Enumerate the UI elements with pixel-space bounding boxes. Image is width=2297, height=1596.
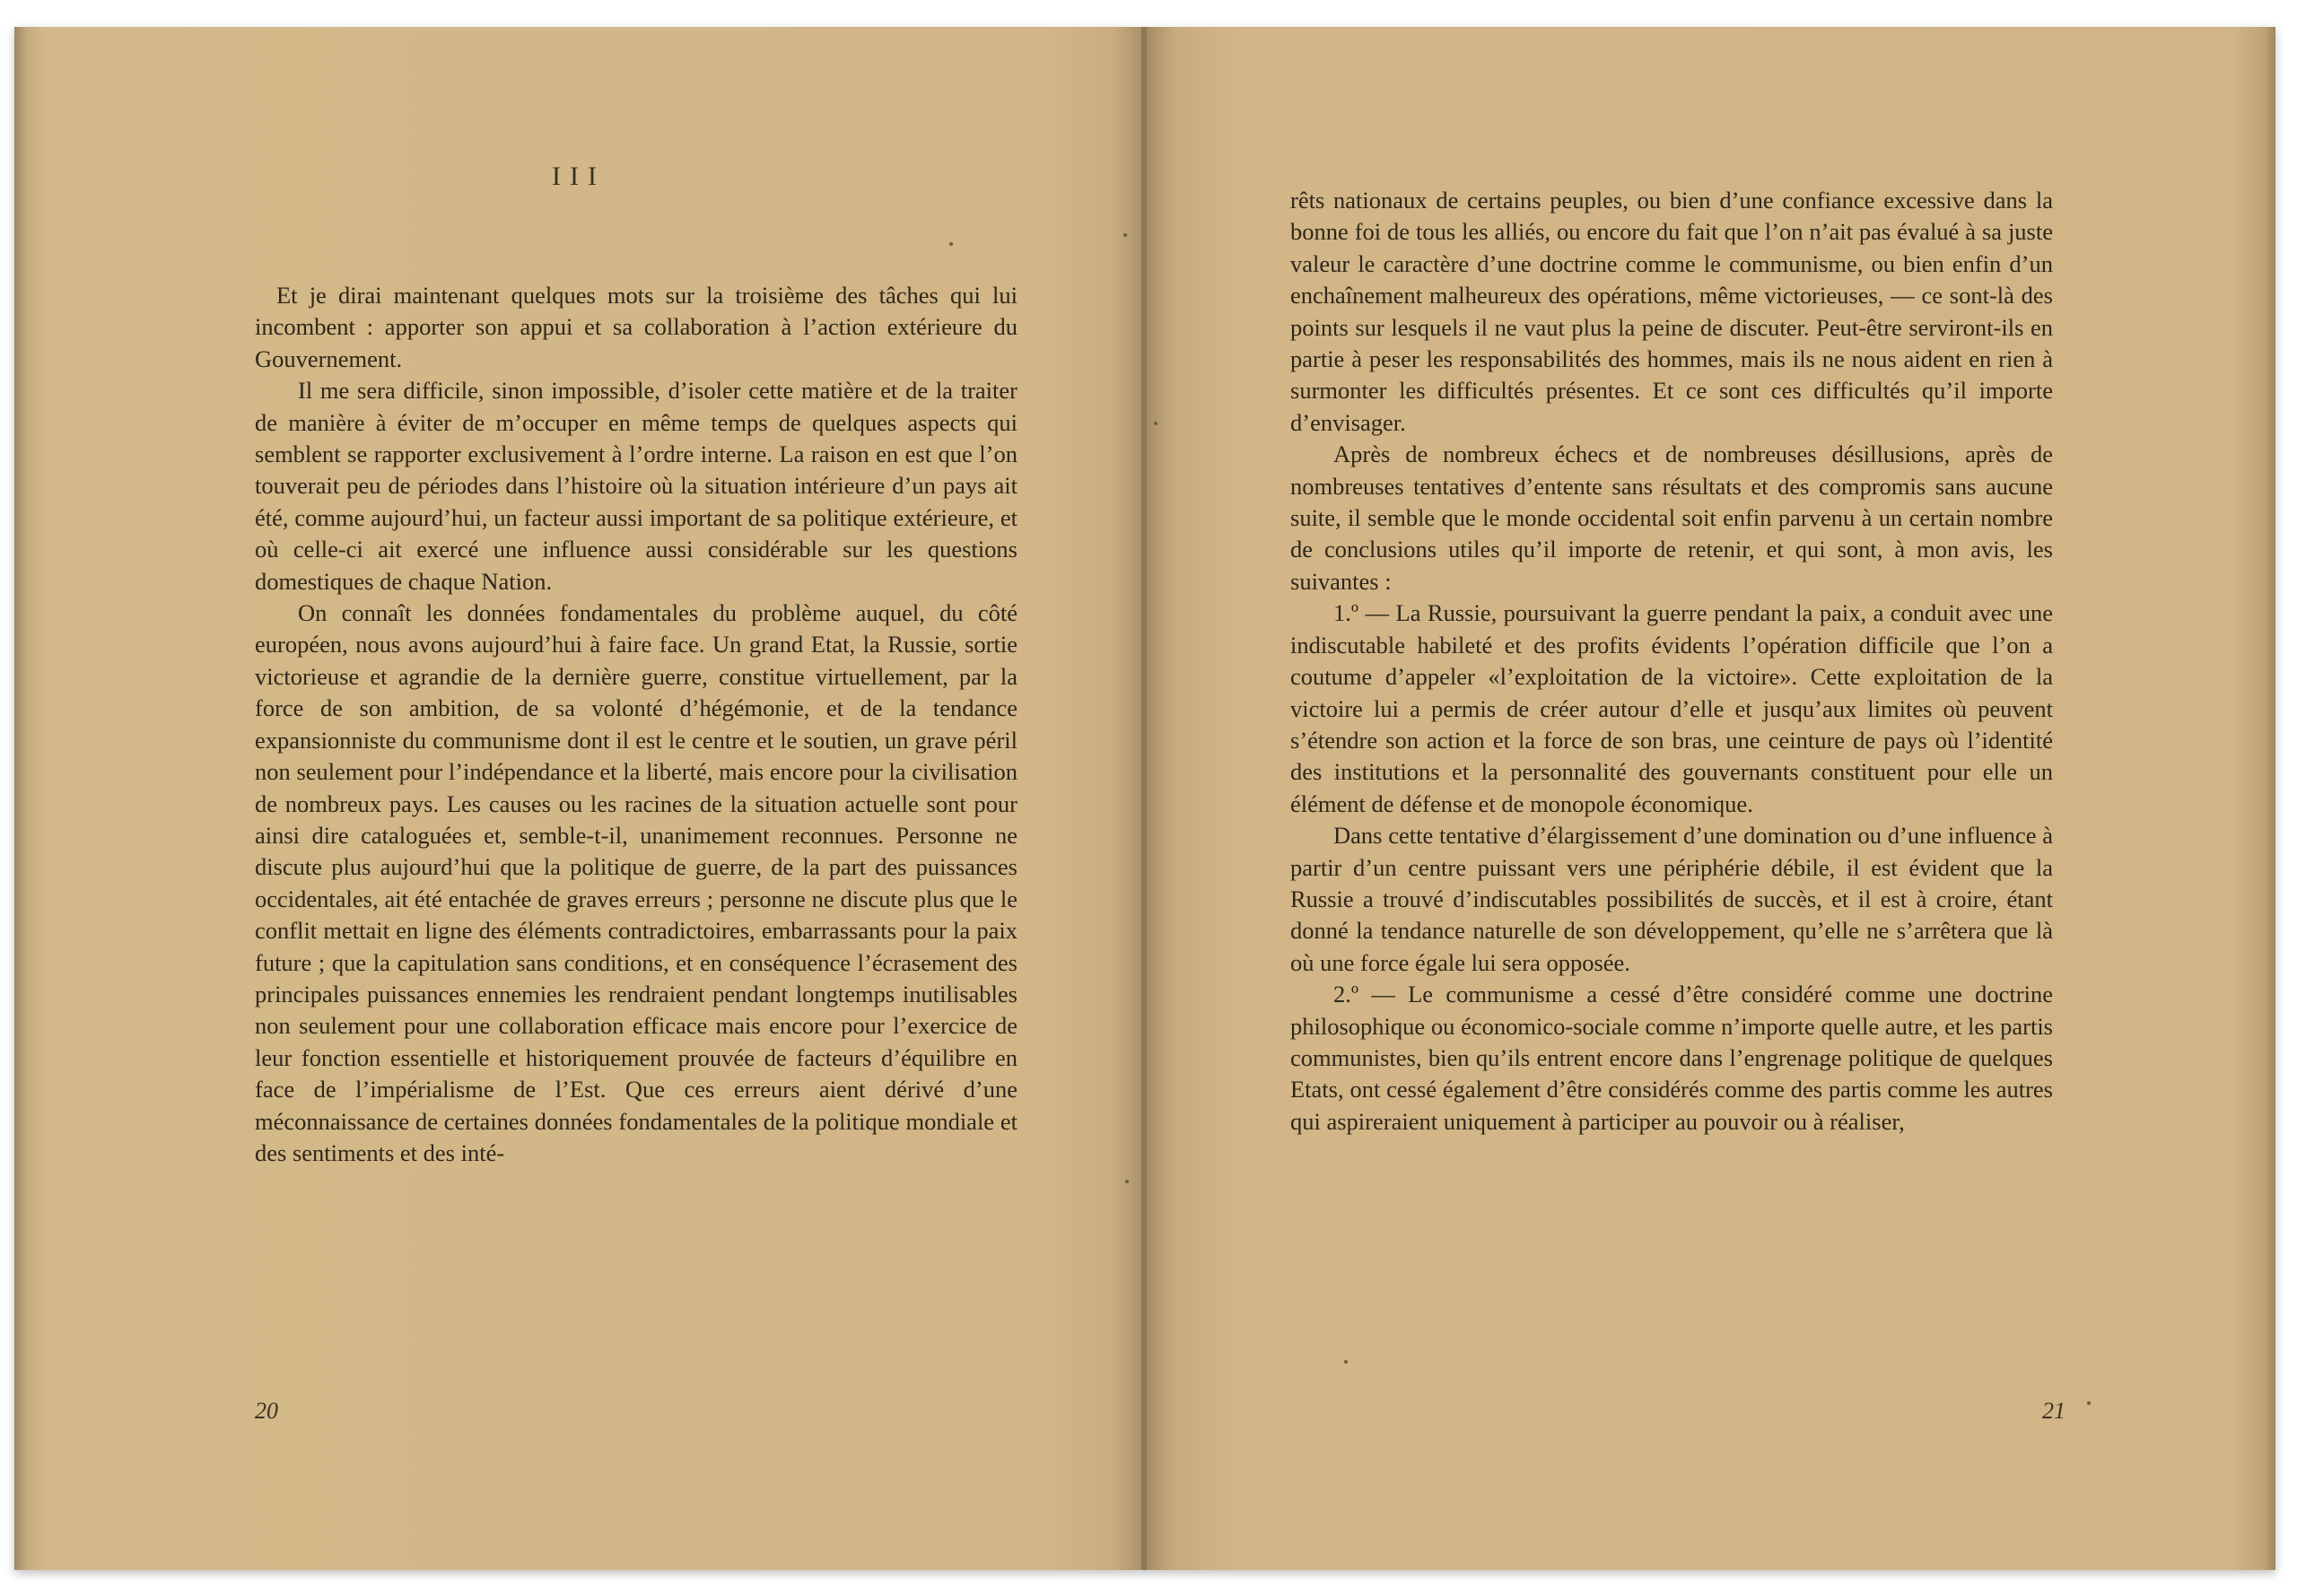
paper-speck [2087,1401,2091,1405]
paper-speck [1125,1180,1129,1183]
paragraph: Après de nombreux échecs et de nombreuses désillusions, après de nombreuses tentatives d’entente sans résultats et des compromis sans aucune suite, il semble que le monde occidental soit enfin parvenu à un certain nombre de conclusions utiles qu’il importe de retenir, et qui sont, à mon avis, les suivantes : [1290,440,2053,595]
left-page [14,27,1143,1570]
paper-speck [1344,1360,1348,1364]
paper-speck [949,242,953,246]
open-book [14,27,2275,1570]
paragraph: 1.º — La Russie, poursuivant la guerre pendant la paix, a conduit avec une indiscutable habileté et des profits évidents l’opération difficile que l’on a coutume d’appeler «l’exploitation de la victoire». Cette exploitation de la victoire lui a permis de créer autour d’elle et jusqu’aux limites où peuvent s’étendre son action et la force de son bras, une ceinture de pays où l’identité des institutions et la personnalité des gouvernants constituent pour elle un élément de défense et de monopole économique. [1290,599,2053,817]
paragraph: Il me sera difficile, sinon impossible, d’isoler cette matière et de la traiter de manière à éviter de m’occuper en même temps de quelques aspects qui semblent se rapporter exclusivement à l’ordre interne. La raison en est que l’on touverait peu de périodes dans l’histoire où la situation intérieure d’un pays ait été, comme aujourd’hui, un facteur aussi important de sa politique extérieure, et où celle-ci ait exercé une influence aussi considérable sur les questions domestiques de chaque Nation. [255,377,1017,595]
paragraph: On connaît les données fondamentales du problème auquel, du côté européen, nous avons aujourd’hui à faire face. Un grand Etat, la Russie, sortie victorieuse et agrandie de la dernière guerre, constitue virtuellement, par la force de son ambition, de sa volonté d’hégémonie, et de la tendance expansionniste du communisme dont il est le centre et le soutien, un grave péril non seulement pour l’indépendance et la liberté, mais encore pour la civilisation de nombreux pays. Les causes ou les racines de la situation actuelle sont pour ainsi dire cataloguées et, semble-t-il, unanimement reconnues. Personne ne discute plus aujourd’hui que la politique de guerre, de la part des puissances occidentales, ait été entachée de graves erreurs ; personne ne discute plus que le conflit mettait en ligne des éléments contradictoires, embarrassants pour la paix future ; que la capitulation sans conditions, et en conséquence l’écrasement des principales puissances ennemies les rendraient pendant longtemps inutilisables non seulement pour une collaboration efficace mais encore pour l’exercice de leur fonction essentielle et historiquement prouvée de facteurs d’équilibre en face de l’impérialisme de l’Est. Que ces erreurs aient dérivé d’une méconnaissance de certaines données fondamentales de la politique mondiale et des sentiments et des inté- [255,599,1017,1166]
paper-speck [1123,233,1127,237]
chapter-heading: III [552,161,606,191]
paragraph: Dans cette tentative d’élargissement d’une domination ou d’une influence à partir d’un centre puissant vers une périphérie débile, il est évident que la Russie a trouvé d’indiscutables possibilités de succès, et il est à croire, étant donné la tendance naturelle de son développement, qu’elle ne s’arrêtera que là où une force égale lui sera opposée. [1290,822,2053,976]
paragraph: 2.º — Le communisme a cessé d’être considéré comme une doctrine philosophique ou économico-sociale comme n’importe quelle autre, et les partis communistes, bien qu’ils entrent encore dans l’engrenage politique de quelques Etats, ont cessé également d’être considérés comme des partis comme les autres qui aspireraient uniquement à participer au pouvoir ou à réaliser, [1290,981,2053,1135]
paragraph: Et je dirai maintenant quelques mots sur la troisième des tâches qui lui incombent : apporter son appui et sa collaboration à l’action extérieure du Gouvernement. [255,282,1017,372]
right-page [1147,27,2275,1570]
page-number-left: 20 [255,1398,278,1424]
page-number-right: 21 [2042,1398,2066,1424]
right-page-text [1290,185,2053,1138]
paper-speck [1154,422,1157,425]
left-page-text [255,280,1017,1169]
paragraph: rêts nationaux de certains peuples, ou bien d’une confiance excessive dans la bonne foi de tous les alliés, ou encore du fait que l’on n’ait pas évalué à sa juste valeur le caractère d’une doctrine comme le communisme, ou bien enfin d’un enchaînement malheureux des opérations, même victorieuses, — ce sont-là des points sur lesquels il ne vaut plus la peine de discuter. Peut-être serviront-ils en partie à peser les responsabilités des hommes, mais ils ne nous aident en rien à surmonter les difficultés présentes. Et ce sont ces difficultés qu’il importe d’envisager. [1290,187,2053,436]
